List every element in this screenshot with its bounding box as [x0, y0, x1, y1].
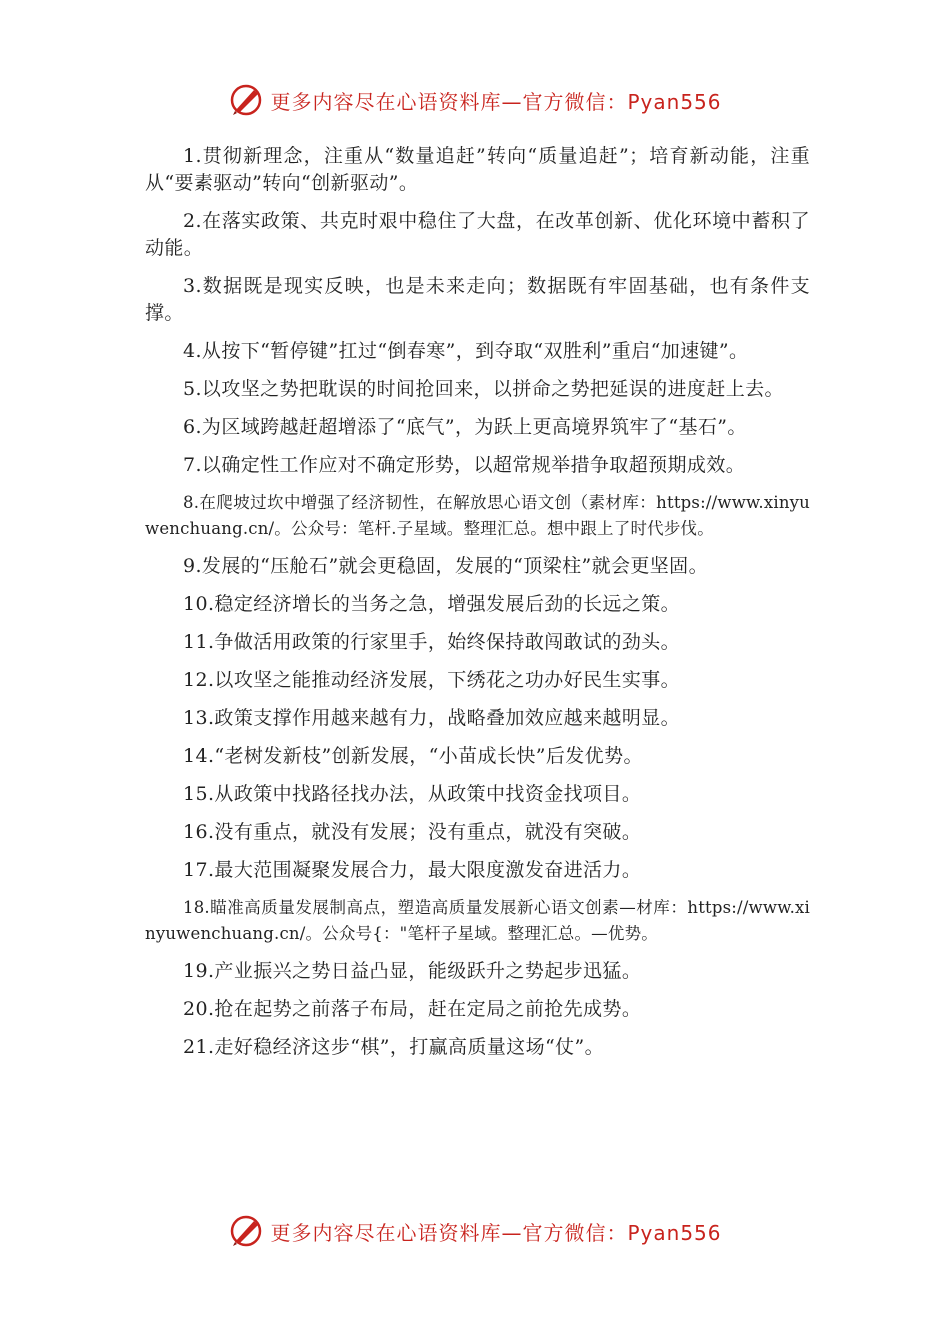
list-item: 9.发展的“压舱石”就会更稳固，发展的“顶梁柱”就会更坚固。	[183, 555, 708, 577]
list-item: 3.数据既是现实反映，也是未来走向；数据既有牢固基础，也有条件支撑。	[145, 275, 810, 324]
document-body	[145, 143, 810, 1072]
list-item: 20.抢在起势之前落子布局，赶在定局之前抢先成势。	[183, 998, 642, 1020]
list-item: 15.从政策中找路径找办法，从政策中找资金找项目。	[183, 783, 642, 805]
list-item: 16.没有重点，就没有发展；没有重点，就没有突破。	[183, 821, 642, 843]
list-item: 17.最大范围凝聚发展合力，最大限度激发奋进活力。	[183, 859, 642, 881]
list-item: 8.在爬坡过坎中增强了经济韧性，在解放思心语文创（素材库：https://www.xinyuwenchuang.cn/。公众号：笔杆.子星域。整理汇总。想中跟上了时代步伐。	[145, 493, 810, 538]
list-item: 13.政策支撑作用越来越有力，战略叠加效应越来越明显。	[183, 707, 681, 729]
list-item: 11.争做活用政策的行家里手，始终保持敢闯敢试的劲头。	[183, 631, 681, 653]
footer-banner-text: 更多内容尽在心语资料库—官方微信：Pyan556	[270, 1220, 722, 1245]
list-item: 12.以攻坚之能推动经济发展，下绣花之功办好民生实事。	[183, 669, 681, 691]
pen-logo-icon	[228, 82, 264, 118]
list-item: 19.产业振兴之势日益凸显，能级跃升之势起步迅猛。	[183, 960, 642, 982]
list-item: 1.贯彻新理念，注重从“数量追赶”转向“质量追赶”；培育新动能，注重从“要素驱动”转向“创新驱动”。	[145, 145, 810, 194]
pen-logo-icon	[228, 1213, 264, 1249]
list-item: 18.瞄准高质量发展制高点，塑造高质量发展新心语文创素—材库：https://www.xinyuwenchuang.cn/。公众号{："笔杆子星域。整理汇总。—优势。	[145, 898, 810, 943]
list-item: 10.稳定经济增长的当务之急，增强发展后劲的长远之策。	[183, 593, 681, 615]
list-item: 4.从按下“暂停键”扛过“倒春寒”，到夺取“双胜利”重启“加速键”。	[183, 340, 749, 362]
list-item: 6.为区域跨越赶超增添了“底气”，为跃上更高境界筑牢了“基石”。	[183, 416, 747, 438]
list-item: 5.以攻坚之势把耽误的时间抢回来，以拼命之势把延误的进度赶上去。	[183, 378, 784, 400]
footer-banner	[0, 1211, 950, 1251]
list-item: 7.以确定性工作应对不确定形势，以超常规举措争取超预期成效。	[183, 454, 746, 476]
list-item: 14.“老树发新枝”创新发展，“小苗成长快”后发优势。	[183, 745, 643, 767]
header-banner	[0, 80, 950, 120]
list-item: 2.在落实政策、共克时艰中稳住了大盘，在改革创新、优化环境中蓄积了动能。	[145, 210, 810, 259]
header-banner-text: 更多内容尽在心语资料库—官方微信：Pyan556	[270, 89, 722, 114]
list-item: 21.走好稳经济这步“棋”，打赢高质量这场“仗”。	[183, 1036, 605, 1058]
